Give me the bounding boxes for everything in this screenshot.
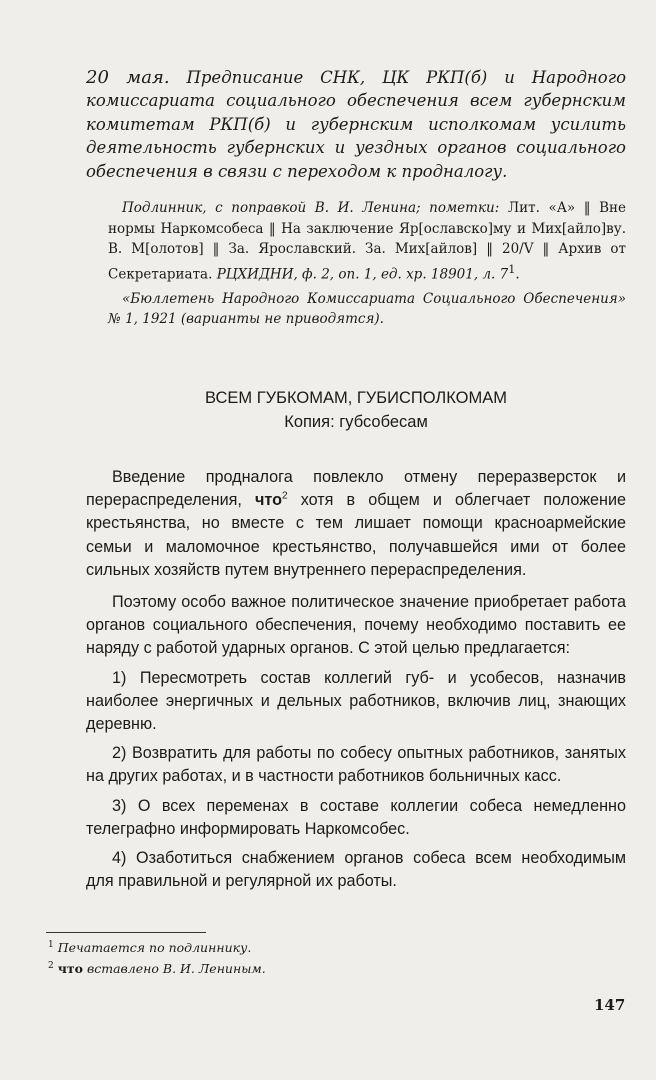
page-number: 147: [594, 996, 626, 1014]
source-marks: Лит. «А» ‖ Вне нормы Наркомсобеса ‖ На заключение Яр[ославско]му и Мих[айло]ву. В. М[олотов] ‖ За. Ярославский. За. Мих[айлов] ‖ 20/V ‖ Архив от Секретариата.: [108, 200, 626, 282]
list-item-4: 4) Озаботиться снабжением органов собеса всем необходимым для правильной и регулярной их работы.: [86, 849, 626, 891]
footnote-divider: [46, 932, 206, 933]
source-bulletin: «Бюллетень Народного Комиссариата Социального Обеспечения» № 1, 1921 (варианты не приводятся).: [108, 290, 626, 327]
footnotes: [48, 936, 608, 978]
document-title: [86, 386, 626, 434]
body-bold-word: что: [255, 491, 283, 510]
document-heading-text: Предписание СНК, ЦК РКП(б) и Народного комиссариата социального обеспечения всем губернским комитетам РКП(б) и губернским исполкомам усилить деятельность губернских и уездных органов социального обеспечения в связи с переходом к продналогу.: [86, 68, 627, 181]
footnote-2: $^2$ что вставлено В. И. Лениным.: [48, 961, 266, 977]
document-date: 20 мая.: [86, 67, 170, 88]
list-item-1: 1) Пересмотреть состав коллегий губ- и усобесов, назначив наиболее энергичных и дельных работников, включив лиц, знающих деревню.: [86, 668, 626, 734]
source-original-line: Подлинник, с поправкой В. И. Ленина; пометки: Лит. «А» ‖ Вне нормы Наркомсобеса ‖ На заключение Яр[ославско]му и Мих[айло]ву. В. М[олотов] ‖ За. Ярославский. За. Мих[айлов] ‖ 20/V ‖ Архив от Секретариата. РЦХИДНИ, ф. 2, оп. 1, ед. хр. 18901, л. $7^1$.: [108, 200, 626, 282]
document-body: [86, 466, 626, 893]
list-item-3: 3) О всех переменах в составе коллегии собеса немедленно телеграфно информировать Наркомсобес.: [86, 796, 626, 838]
title-line-1: ВСЕМ ГУБКОМАМ, ГУБИСПОЛКОМАМ: [205, 389, 507, 407]
footnote-ref-2: 2: [282, 490, 288, 502]
footnote-1: $^1$ Печатается по подлиннику.: [48, 940, 252, 956]
document-header: [86, 66, 626, 183]
body-paragraph-2: Поэтому особо важное политическое значение приобретает работа органов социального обеспечения, почему необходимо поставить ее наряду с работой ударных органов. С этой целью предлагается:: [86, 593, 626, 658]
source-original: Подлинник, с поправкой В. И. Ленина; пометки:: [122, 200, 500, 216]
body-paragraph-1: Введение продналога повлекло отмену переразверсток и перераспределения, что$^2$ хотя в общем и облегчает положение крестьянства, но вместе с тем лишает помощи красноармейские семьи и маломочное крестьянство, получавшейся ими от более сильных хозяйств путем внутреннего перераспределения.: [86, 468, 627, 579]
source-note: [108, 198, 626, 330]
source-archive: РЦХИДНИ, ф. 2, оп. 1, ед. хр. 18901, л. 7: [216, 266, 509, 282]
source-archive-sup: 1: [508, 262, 516, 276]
list-item-2: 2) Возвратить для работы по собесу опытных работников, занятых на других работах, и в частности работников больничных касс.: [86, 744, 626, 786]
title-line-2: Копия: губсобесам: [284, 413, 428, 431]
